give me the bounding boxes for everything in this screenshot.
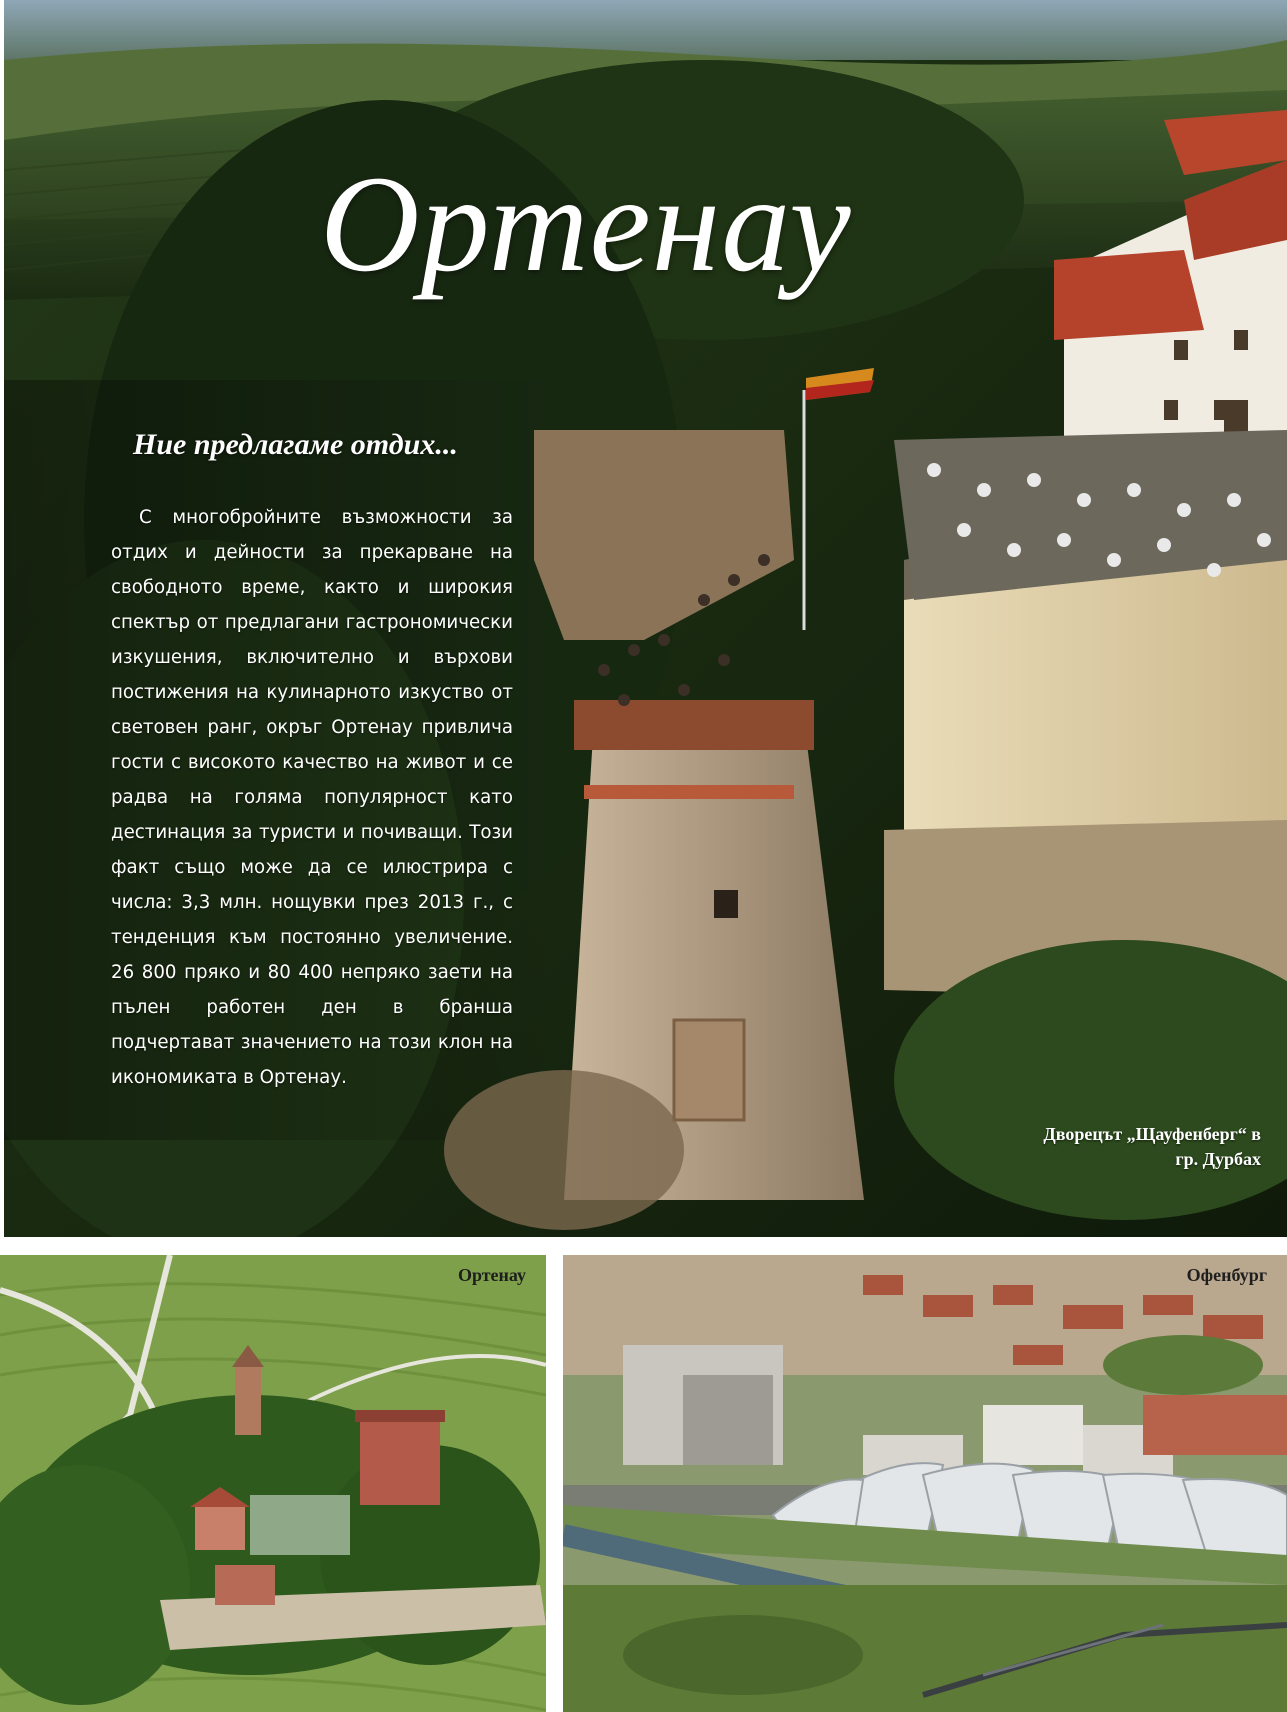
- hilltop-castle-illustration: [0, 1255, 546, 1712]
- hero-caption: [955, 1122, 1261, 1172]
- offenburg-city-photo: [563, 1255, 1287, 1712]
- photo-right-caption: Офенбург: [1186, 1265, 1267, 1285]
- section-subtitle: Ние предлагаме отдих...: [133, 428, 458, 461]
- body-paragraph: С многобройните възможности за отдих и дейности за прекарване на свободното време, както и широкия спектър от предлагани гастрономически изкушения, включително и върхови постижения на кулинарното изкуство от световен ранг, окръг Ортенау привлича гости с високото качество на живот и се радва на голяма популярност като дестинация за туристи и почиващи. Този факт също може да се илюстрира с числа: 3,3 млн. нощувки през 2013 г., с тенденция към постоянно увеличение. 26 800 пряко и 80 400 непряко заети на пълен работен ден в бранша подчертават значението на този клон на икономиката в Ортенау.: [111, 507, 513, 1088]
- hero-caption-line-1: Дворецът „Щауфенберг“ в: [1043, 1124, 1261, 1144]
- city-aerial-illustration: [563, 1255, 1287, 1712]
- hero-caption-line-2: гр. Дурбах: [1175, 1149, 1261, 1169]
- photo-left-caption: Ортенау: [457, 1265, 526, 1285]
- ortenau-castle-photo: [0, 1255, 546, 1712]
- page-title: Ортенау: [320, 147, 852, 300]
